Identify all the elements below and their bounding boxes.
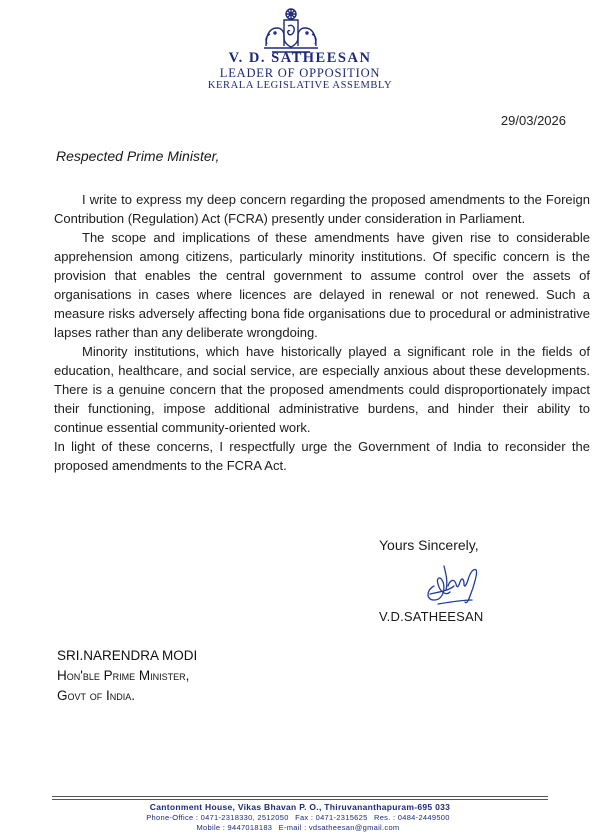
body-paragraph: I write to express my deep concern regarding the proposed amendments to the Foreign Contribution (Regulation) Act (FCRA) presently under consideration in Parliament. <box>54 192 590 226</box>
footer-contact-line <box>0 823 600 832</box>
signer-name: V.D.SATHEESAN <box>379 609 484 624</box>
addressee-title: Hon'ble Prime Minister, <box>57 668 190 683</box>
letterhead-assembly: KERALA LEGISLATIVE ASSEMBLY <box>207 80 393 91</box>
body-paragraph: In light of these concerns, I respectfully urge the Government of India to reconsider the proposed amendments to the FCRA Act. <box>54 439 590 473</box>
kerala-state-emblem-icon <box>262 6 320 56</box>
footer-divider <box>52 796 548 797</box>
footer-divider <box>52 799 548 800</box>
footer-phone-office: Phone-Office : 0471-2318330, 2512050 <box>146 813 289 822</box>
footer-fax: Fax : 0471-2315625 <box>295 813 368 822</box>
handwritten-signature-icon <box>420 556 490 610</box>
body-paragraph: The scope and implications of these amendments have given rise to considerable apprehension among citizens, particularly minority institutions. Of specific concern is the provision that enables the central government to assume control over the assets of organisations in cases where licences are delayed in renewal or not renewed. Such a measure risks adversely affecting bona fide organisations due to procedural or administrative lapses rather than any deliberate wrongdoing. <box>54 230 590 340</box>
footer-mobile: Mobile : 9447018183 <box>196 823 273 832</box>
addressee-office: Govt of India. <box>57 688 136 703</box>
addressee-name: SRI.NARENDRA MODI <box>57 648 198 663</box>
footer-res: Res. : 0484-2449500 <box>374 813 450 822</box>
footer-email: E-mail : vdsatheesan@gmail.com <box>278 823 400 832</box>
footer-address: Cantonment House, Vikas Bhavan P. O., Thiruvananthapuram-695 033 <box>149 802 451 812</box>
letter-body <box>54 190 590 475</box>
letterhead-title: LEADER OF OPPOSITION <box>219 66 381 80</box>
footer-phone-line <box>0 813 600 822</box>
letter-date: 29/03/2026 <box>500 113 566 128</box>
closing: Yours Sincerely, <box>379 537 479 553</box>
body-paragraph: Minority institutions, which have historically played a significant role in the fields of education, healthcare, and social service, are especially anxious about these developments. There is a genuine concern that the proposed amendments could disproportionately impact their functioning, impose additional administrative burdens, and hinder their ability to continue essential community-oriented work. <box>54 344 590 435</box>
salutation: Respected Prime Minister, <box>56 148 220 164</box>
letterhead-name: V. D. SATHEESAN <box>228 50 372 66</box>
